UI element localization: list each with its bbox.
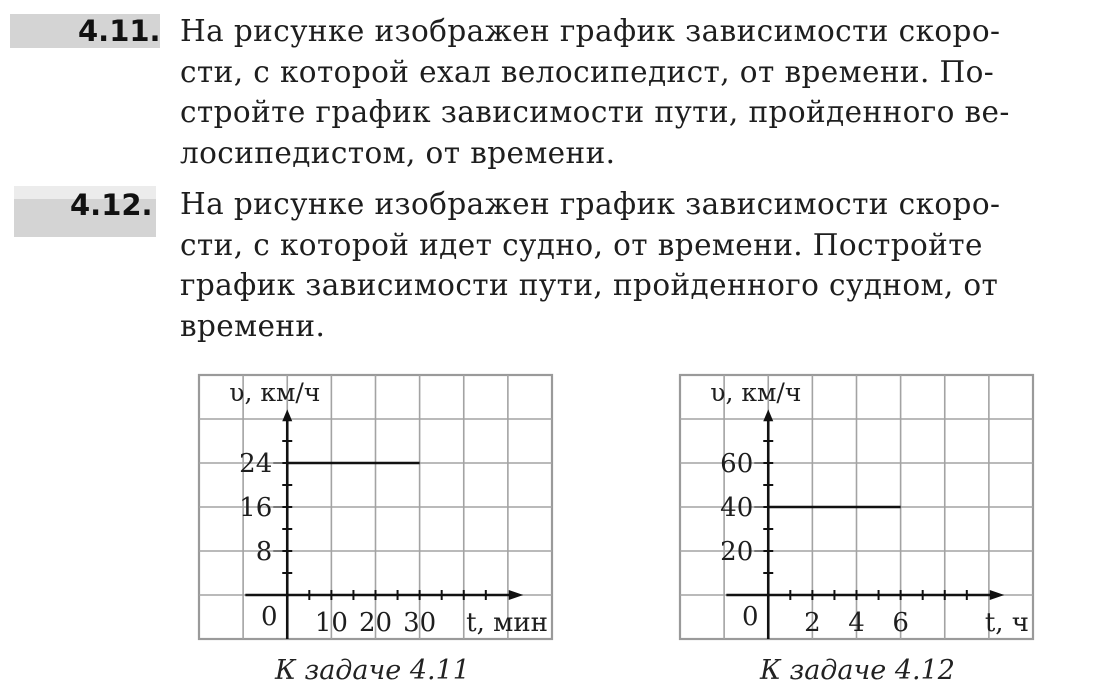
figure-caption: К задаче 4.12 [760,655,955,686]
y-tick-label: 8 [255,537,273,567]
x-tick-label: 2 [804,608,821,638]
y-tick-label: 24 [239,449,273,479]
problem-text-line: лосипедистом, от времени. [180,135,616,170]
velocity-graph-4-12 [677,372,1035,644]
problem-text [180,11,1060,173]
problem-text [180,184,1060,346]
problem-number: 4.11. [78,14,161,48]
figure-caption: К задаче 4.11 [275,655,470,686]
problem-text-line: времени. [180,308,326,343]
y-axis-label: υ, км/ч [229,378,321,407]
origin-label: 0 [741,602,759,632]
x-tick-label: 30 [403,608,437,638]
problem-text-line: На рисунке изображен график зависимости скоро- [180,187,1001,221]
velocity-graph-4-11 [196,372,554,644]
x-tick-label: 6 [892,608,909,638]
y-tick-label: 20 [720,537,754,567]
x-tick-label: 10 [314,608,348,638]
problem-text-line: график зависимости пути, пройденного судном, от [180,268,999,302]
problem-text-line: На рисунке изображен график зависимости скоро- [180,14,1001,48]
problem-text-line: стройте график зависимости пути, пройденного ве- [180,95,1010,129]
x-axis-label: t, ч [984,608,1029,638]
y-tick-label: 16 [239,493,273,523]
x-tick-label: 20 [358,608,393,638]
x-axis-label: t, мин [466,608,548,638]
origin-label: 0 [260,602,278,632]
problem-text-line: сти, с которой ехал велосипедист, от времени. По- [180,54,995,89]
y-tick-label: 40 [720,493,754,523]
x-tick-label: 4 [848,608,865,638]
y-axis-label: υ, км/ч [710,378,802,407]
problem-number: 4.12. [70,188,153,222]
y-tick-label: 60 [720,449,754,479]
problem-text-line: сти, с которой идет судно, от времени. Постройте [180,227,983,262]
